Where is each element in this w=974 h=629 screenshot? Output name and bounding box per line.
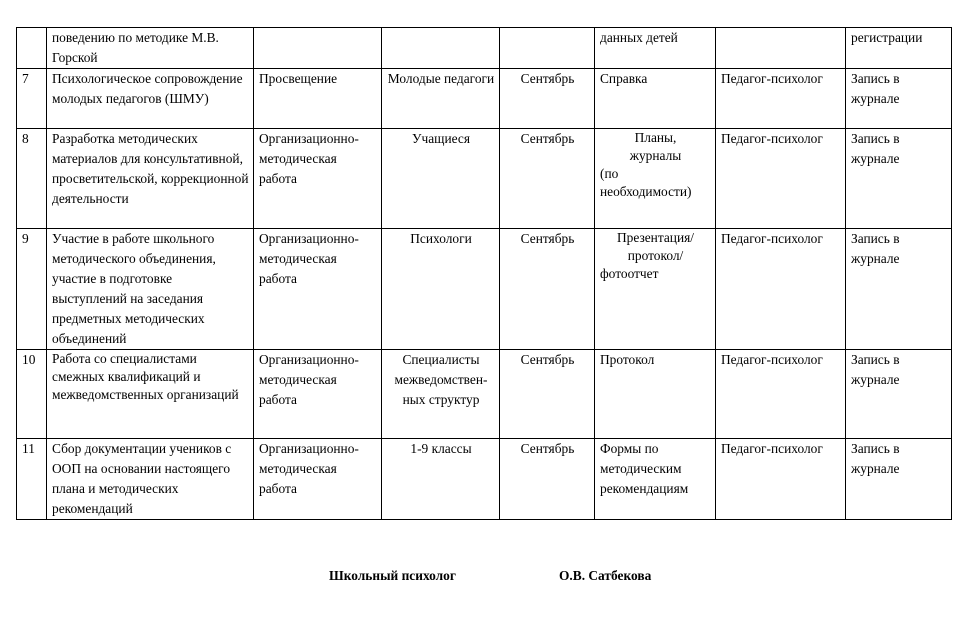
signature-role: Школьный психолог xyxy=(329,568,456,583)
activity-direction: Просвещение xyxy=(254,69,382,129)
result-line: необходимости) xyxy=(600,184,692,199)
result-line: фотоотчет xyxy=(600,266,659,281)
row-number: 10 xyxy=(17,350,47,439)
activity-form: Запись в журнале xyxy=(846,350,952,439)
result-line: (по xyxy=(600,166,619,181)
table-row xyxy=(17,28,952,69)
activity-name: Разработка методических материалов для консультативной, просветительской, коррекционной деятельности xyxy=(47,129,254,229)
activity-responsible: Педагог-психолог xyxy=(716,350,846,439)
signature-name: О.В. Сатбекова xyxy=(559,568,652,583)
activity-term xyxy=(500,28,595,69)
activity-result: Формы по методическим рекомендациям xyxy=(595,439,716,520)
activity-result xyxy=(595,229,716,350)
activity-responsible: Педагог-психолог xyxy=(716,69,846,129)
activity-form: Запись в журнале xyxy=(846,229,952,350)
table-row xyxy=(17,129,952,229)
activity-form: Запись в журнале xyxy=(846,439,952,520)
activity-name: Работа со специалистами смежных квалификаций и межведомственных организаций xyxy=(47,350,254,439)
activity-name: Психологическое сопровождение молодых педагогов (ШМУ) xyxy=(47,69,254,129)
plan-table xyxy=(16,27,952,520)
activity-name: поведению по методике М.В. Горской xyxy=(47,28,254,69)
activity-term: Сентябрь xyxy=(500,350,595,439)
activity-direction: Организационно-методическая работа xyxy=(254,439,382,520)
result-line: протокол/ xyxy=(627,248,684,263)
activity-responsible xyxy=(716,28,846,69)
table-row xyxy=(17,229,952,350)
row-number: 8 xyxy=(17,129,47,229)
result-line: Презентация/ xyxy=(616,230,695,245)
activity-audience: Специалисты межведомствен-ных структур xyxy=(382,350,500,439)
activity-direction xyxy=(254,28,382,69)
activity-direction: Организационно-методическая работа xyxy=(254,350,382,439)
activity-form: регистрации xyxy=(846,28,952,69)
row-number: 7 xyxy=(17,69,47,129)
activity-audience xyxy=(382,28,500,69)
activity-term: Сентябрь xyxy=(500,129,595,229)
table-row xyxy=(17,439,952,520)
activity-result: данных детей xyxy=(595,28,716,69)
activity-result: Справка xyxy=(595,69,716,129)
activity-form: Запись в журнале xyxy=(846,69,952,129)
activity-form: Запись в журнале xyxy=(846,129,952,229)
activity-direction: Организационно-методическая работа xyxy=(254,229,382,350)
activity-result: Протокол xyxy=(595,350,716,439)
activity-audience: Психологи xyxy=(382,229,500,350)
activity-audience: Молодые педагоги xyxy=(382,69,500,129)
row-number: 9 xyxy=(17,229,47,350)
activity-audience: Учащиеся xyxy=(382,129,500,229)
activity-name: Сбор документации учеников с ООП на основании настоящего плана и методических рекомендаций xyxy=(47,439,254,520)
result-line: Планы, xyxy=(634,130,677,145)
row-number: 11 xyxy=(17,439,47,520)
activity-term: Сентябрь xyxy=(500,439,595,520)
activity-name: Участие в работе школьного методического объединения, участие в подготовке выступлений на заседания предметных методических объединений xyxy=(47,229,254,350)
activity-direction: Организационно-методическая работа xyxy=(254,129,382,229)
activity-result xyxy=(595,129,716,229)
activity-responsible: Педагог-психолог xyxy=(716,229,846,350)
activity-responsible: Педагог-психолог xyxy=(716,439,846,520)
result-line: журналы xyxy=(629,148,682,163)
table-row xyxy=(17,350,952,439)
activity-term: Сентябрь xyxy=(500,229,595,350)
activity-term: Сентябрь xyxy=(500,69,595,129)
activity-responsible: Педагог-психолог xyxy=(716,129,846,229)
table-row xyxy=(17,69,952,129)
activity-audience: 1-9 классы xyxy=(382,439,500,520)
row-number xyxy=(17,28,47,69)
